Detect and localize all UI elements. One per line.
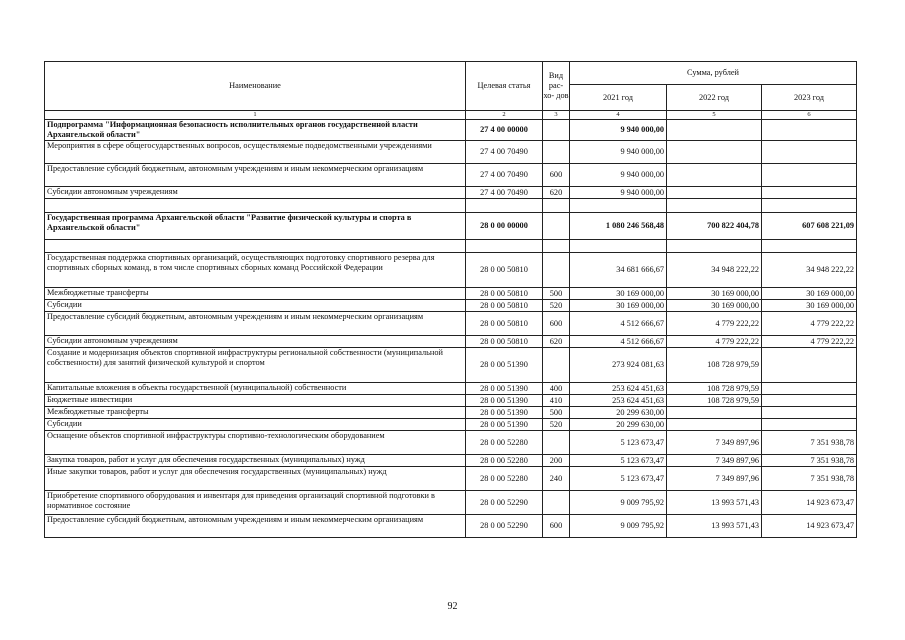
cell-sum-2022: 30 169 000,00 — [667, 288, 762, 300]
cell-expense-kind — [543, 348, 570, 383]
cell-sum-2021: 30 169 000,00 — [570, 300, 667, 312]
cell-name: Межбюджетные трансферты — [45, 407, 466, 419]
cell-sum-2023 — [762, 348, 857, 383]
cell-target-article: 27 4 00 70490 — [466, 141, 543, 164]
cell-sum-2022: 13 993 571,43 — [667, 515, 762, 538]
cell-target-article: 27 4 00 70490 — [466, 164, 543, 187]
cell-expense-kind — [543, 141, 570, 164]
cell-name: Капитальные вложения в объекты государственной (муниципальной) собственности — [45, 383, 466, 395]
cell-sum-2022 — [667, 164, 762, 187]
cell-expense-kind: 400 — [543, 383, 570, 395]
cell-target-article: 28 0 00 50810 — [466, 288, 543, 300]
cell-name — [45, 240, 466, 253]
column-numbers-row — [45, 111, 857, 120]
cell-name: Субсидии — [45, 419, 466, 431]
cell-target-article: 28 0 00 00000 — [466, 213, 543, 240]
cell-sum-2023: 7 351 938,78 — [762, 467, 857, 491]
cell-sum-2022: 108 728 979,59 — [667, 395, 762, 407]
cell-sum-2023 — [762, 120, 857, 141]
table-row — [45, 455, 857, 467]
cell-sum-2022: 34 948 222,22 — [667, 253, 762, 288]
cell-name: Субсидии автономным учреждениям — [45, 187, 466, 199]
cell-expense-kind: 520 — [543, 300, 570, 312]
table-row — [45, 336, 857, 348]
cell-sum-2021: 5 123 673,47 — [570, 467, 667, 491]
cell-sum-2023 — [762, 407, 857, 419]
cell-expense-kind — [543, 199, 570, 213]
cell-sum-2023 — [762, 164, 857, 187]
cell-expense-kind — [543, 240, 570, 253]
table-row — [45, 120, 857, 141]
cell-name: Приобретение спортивного оборудования и инвентаря для приведения организаций спортивной подготовки в нормативное состояние — [45, 491, 466, 515]
cell-target-article: 27 4 00 00000 — [466, 120, 543, 141]
cell-sum-2021: 273 924 081,63 — [570, 348, 667, 383]
cell-name: Предоставление субсидий бюджетным, автономным учреждениям и иным некоммерческим организациям — [45, 515, 466, 538]
table-row — [45, 407, 857, 419]
header-year-2023: 2023 год — [762, 85, 857, 111]
cell-target-article: 28 0 00 52290 — [466, 515, 543, 538]
table-row — [45, 187, 857, 199]
cell-expense-kind — [543, 213, 570, 240]
budget-table — [44, 61, 857, 538]
page-number: 92 — [447, 601, 458, 612]
cell-expense-kind: 240 — [543, 467, 570, 491]
cell-expense-kind: 410 — [543, 395, 570, 407]
cell-name: Субсидии — [45, 300, 466, 312]
cell-sum-2022: 108 728 979,59 — [667, 383, 762, 395]
cell-sum-2022 — [667, 141, 762, 164]
cell-sum-2023 — [762, 383, 857, 395]
cell-sum-2022: 7 349 897,96 — [667, 431, 762, 455]
cell-target-article: 28 0 00 50810 — [466, 312, 543, 336]
cell-sum-2022: 700 822 404,78 — [667, 213, 762, 240]
table-row — [45, 419, 857, 431]
cell-sum-2021: 9 009 795,92 — [570, 491, 667, 515]
cell-expense-kind: 520 — [543, 419, 570, 431]
cell-sum-2021: 9 940 000,00 — [570, 164, 667, 187]
table-row — [45, 383, 857, 395]
cell-expense-kind: 500 — [543, 407, 570, 419]
cell-sum-2023: 30 169 000,00 — [762, 288, 857, 300]
column-number: 4 — [570, 111, 667, 120]
cell-name: Закупка товаров, работ и услуг для обеспечения государственных (муниципальных) нужд — [45, 455, 466, 467]
table-row — [45, 164, 857, 187]
cell-name: Подпрограмма "Информационная безопасность исполнительных органов государственной власти Архангельской области" — [45, 120, 466, 141]
cell-expense-kind: 500 — [543, 288, 570, 300]
table-row — [45, 288, 857, 300]
cell-sum-2021: 5 123 673,47 — [570, 455, 667, 467]
cell-expense-kind — [543, 120, 570, 141]
cell-target-article: 28 0 00 52280 — [466, 467, 543, 491]
cell-expense-kind: 200 — [543, 455, 570, 467]
cell-name: Иные закупки товаров, работ и услуг для обеспечения государственных (муниципальных) нужд — [45, 467, 466, 491]
table-row — [45, 467, 857, 491]
cell-target-article: 28 0 00 50810 — [466, 300, 543, 312]
table-row — [45, 395, 857, 407]
column-number: 3 — [543, 111, 570, 120]
cell-target-article: 28 0 00 51390 — [466, 407, 543, 419]
cell-sum-2022: 13 993 571,43 — [667, 491, 762, 515]
cell-sum-2023 — [762, 395, 857, 407]
cell-sum-2023 — [762, 187, 857, 199]
cell-sum-2023: 7 351 938,78 — [762, 455, 857, 467]
cell-sum-2022 — [667, 419, 762, 431]
cell-name: Межбюджетные трансферты — [45, 288, 466, 300]
cell-expense-kind: 600 — [543, 164, 570, 187]
cell-expense-kind — [543, 253, 570, 288]
cell-sum-2021: 4 512 666,67 — [570, 336, 667, 348]
cell-sum-2023: 7 351 938,78 — [762, 431, 857, 455]
header-target-article: Целевая статья — [466, 62, 543, 111]
cell-sum-2022 — [667, 199, 762, 213]
cell-sum-2023: 34 948 222,22 — [762, 253, 857, 288]
cell-sum-2022: 4 779 222,22 — [667, 312, 762, 336]
cell-name: Оснащение объектов спортивной инфраструктуры спортивно-технологическим оборудованием — [45, 431, 466, 455]
cell-name: Государственная программа Архангельской области "Развитие физической культуры и спорта в Архангельской области" — [45, 213, 466, 240]
cell-sum-2021: 9 940 000,00 — [570, 120, 667, 141]
cell-sum-2023 — [762, 199, 857, 213]
cell-sum-2021: 20 299 630,00 — [570, 419, 667, 431]
cell-target-article: 28 0 00 51390 — [466, 383, 543, 395]
cell-sum-2021: 9 940 000,00 — [570, 141, 667, 164]
header-year-2021: 2021 год — [570, 85, 667, 111]
header-row — [45, 62, 857, 85]
cell-target-article: 28 0 00 52280 — [466, 455, 543, 467]
cell-sum-2022: 7 349 897,96 — [667, 467, 762, 491]
cell-target-article: 28 0 00 51390 — [466, 395, 543, 407]
cell-target-article: 28 0 00 50810 — [466, 253, 543, 288]
header-year-2022: 2022 год — [667, 85, 762, 111]
table-row — [45, 515, 857, 538]
cell-sum-2021 — [570, 240, 667, 253]
cell-target-article: 28 0 00 51390 — [466, 419, 543, 431]
cell-name: Создание и модернизация объектов спортивной инфраструктуры региональной собственности (муниципальной собственности) для занятий физической культурой и спортом — [45, 348, 466, 383]
cell-expense-kind: 600 — [543, 312, 570, 336]
cell-sum-2021: 5 123 673,47 — [570, 431, 667, 455]
table-row — [45, 312, 857, 336]
cell-sum-2022 — [667, 120, 762, 141]
cell-target-article — [466, 199, 543, 213]
cell-name — [45, 199, 466, 213]
cell-name: Предоставление субсидий бюджетным, автономным учреждениям и иным некоммерческим организациям — [45, 312, 466, 336]
table-row — [45, 300, 857, 312]
cell-sum-2022: 4 779 222,22 — [667, 336, 762, 348]
header-sum: Сумма, рублей — [570, 62, 857, 85]
cell-expense-kind — [543, 491, 570, 515]
cell-sum-2023: 14 923 673,47 — [762, 491, 857, 515]
cell-sum-2022: 108 728 979,59 — [667, 348, 762, 383]
table-row — [45, 348, 857, 383]
cell-target-article: 28 0 00 52290 — [466, 491, 543, 515]
table-row — [45, 199, 857, 213]
cell-sum-2023: 4 779 222,22 — [762, 312, 857, 336]
cell-expense-kind: 600 — [543, 515, 570, 538]
cell-name: Субсидии автономным учреждениям — [45, 336, 466, 348]
cell-name: Предоставление субсидий бюджетным, автономным учреждениям и иным некоммерческим организациям — [45, 164, 466, 187]
cell-sum-2021: 1 080 246 568,48 — [570, 213, 667, 240]
table-row — [45, 431, 857, 455]
cell-name: Мероприятия в сфере общегосударственных вопросов, осуществляемые подведомственными учреждениями — [45, 141, 466, 164]
table-row — [45, 141, 857, 164]
cell-target-article: 28 0 00 50810 — [466, 336, 543, 348]
cell-target-article: 27 4 00 70490 — [466, 187, 543, 199]
cell-sum-2023 — [762, 141, 857, 164]
header-expense-kind: Вид рас- хо- дов — [543, 62, 570, 111]
cell-expense-kind: 620 — [543, 187, 570, 199]
cell-name: Бюджетные инвестиции — [45, 395, 466, 407]
cell-sum-2023: 30 169 000,00 — [762, 300, 857, 312]
column-number: 2 — [466, 111, 543, 120]
cell-expense-kind — [543, 431, 570, 455]
cell-sum-2022 — [667, 407, 762, 419]
cell-target-article: 28 0 00 52280 — [466, 431, 543, 455]
cell-target-article: 28 0 00 51390 — [466, 348, 543, 383]
cell-target-article — [466, 240, 543, 253]
table-row — [45, 491, 857, 515]
column-number: 6 — [762, 111, 857, 120]
cell-sum-2021 — [570, 199, 667, 213]
cell-sum-2021: 30 169 000,00 — [570, 288, 667, 300]
cell-sum-2021: 9 940 000,00 — [570, 187, 667, 199]
cell-expense-kind: 620 — [543, 336, 570, 348]
cell-sum-2023 — [762, 240, 857, 253]
cell-sum-2022 — [667, 240, 762, 253]
table-row — [45, 253, 857, 288]
cell-sum-2021: 9 009 795,92 — [570, 515, 667, 538]
column-number: 5 — [667, 111, 762, 120]
cell-sum-2021: 34 681 666,67 — [570, 253, 667, 288]
cell-sum-2023 — [762, 419, 857, 431]
cell-sum-2021: 253 624 451,63 — [570, 383, 667, 395]
cell-sum-2022: 30 169 000,00 — [667, 300, 762, 312]
header-name: Наименование — [45, 62, 466, 111]
cell-sum-2021: 4 512 666,67 — [570, 312, 667, 336]
cell-sum-2021: 253 624 451,63 — [570, 395, 667, 407]
cell-sum-2022: 7 349 897,96 — [667, 455, 762, 467]
column-number: 1 — [45, 111, 466, 120]
cell-sum-2022 — [667, 187, 762, 199]
cell-sum-2023: 607 608 221,09 — [762, 213, 857, 240]
cell-sum-2023: 14 923 673,47 — [762, 515, 857, 538]
cell-sum-2021: 20 299 630,00 — [570, 407, 667, 419]
cell-sum-2023: 4 779 222,22 — [762, 336, 857, 348]
cell-name: Государственная поддержка спортивных организаций, осуществляющих подготовку спортивного резерва для спортивных сборных команд, в том числе спортивных сборных команд Российской Федерации — [45, 253, 466, 288]
table-row — [45, 213, 857, 240]
table-row — [45, 240, 857, 253]
